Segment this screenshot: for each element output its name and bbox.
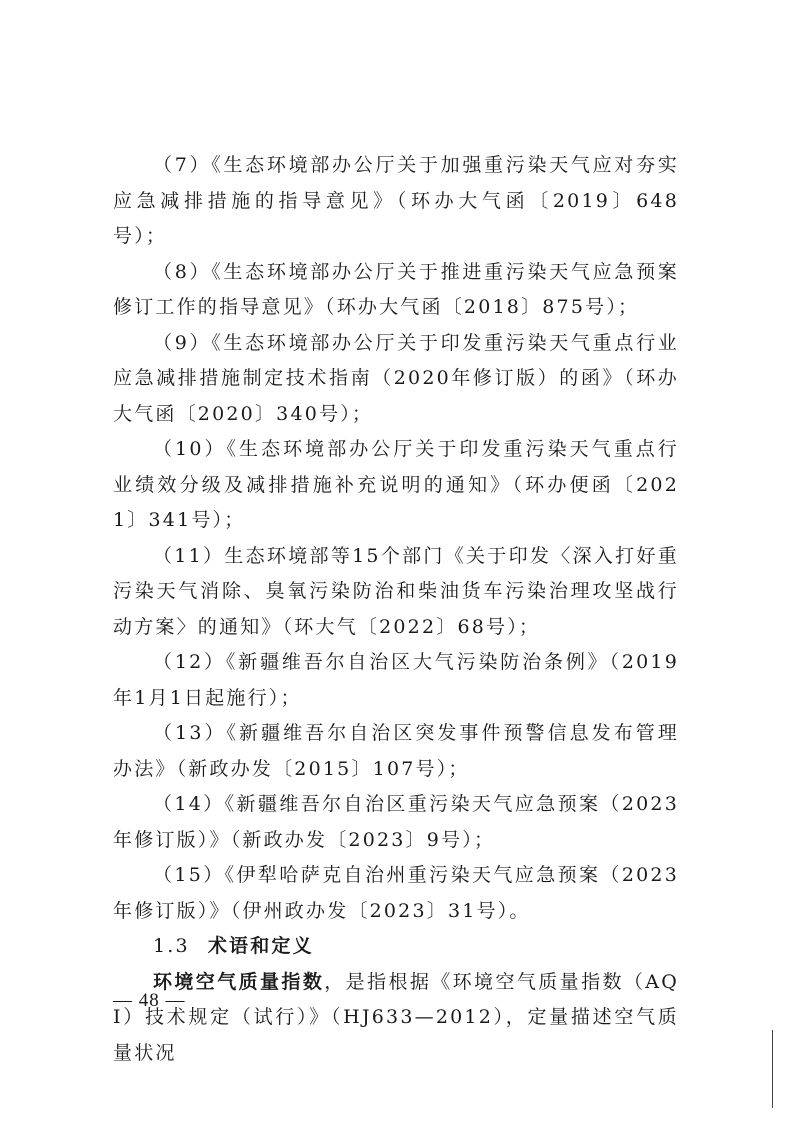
reference-item-11: （11）生态环境部等15个部门《关于印发〈深入打好重污染天气消除、臭氧污染防治和柴油货车污染治理攻坚战行动方案〉的通知》（环大气〔2022〕68号）；: [113, 544, 679, 638]
reference-item-13: （13）《新疆维吾尔自治区突发事件预警信息发布管理办法》（新政办发〔2015〕107号）；: [113, 722, 679, 780]
section-heading: [113, 929, 679, 965]
page-number: — 48 —: [113, 990, 186, 1011]
section-number: 1.3: [153, 935, 190, 957]
reference-item-15: （15）《伊犁哈萨克自治州重污染天气应急预案（2023年修订版）》（伊州政办发〔2023〕31号）。: [113, 864, 679, 922]
reference-item-10: （10）《生态环境部办公厅关于印发重污染天气重点行业绩效分级及减排措施补充说明的通知》（环办便函〔2021〕341号）；: [113, 438, 679, 531]
definition-text: ，是指根据《环境空气质量指数（AQI）技术规定（试行）》（HJ633—2012），定量描述空气质量状况: [113, 970, 679, 1064]
reference-item-7: （7）《生态环境部办公厅关于加强重污染天气应对夯实应急减排措施的指导意见》（环办大气函〔2019〕648号）；: [113, 154, 679, 247]
document-body: [113, 148, 679, 1071]
reference-item-8: （8）《生态环境部办公厅关于推进重污染天气应急预案修订工作的指导意见》（环办大气函〔2018〕875号）；: [113, 260, 679, 318]
reference-item-14: （14）《新疆维吾尔自治区重污染天气应急预案（2023年修订版）》（新政办发〔2023〕9号）；: [113, 793, 679, 851]
definition-paragraph: [113, 965, 679, 1072]
margin-rule: [772, 1030, 773, 1108]
section-title: 术语和定义: [207, 935, 314, 957]
defined-term: 环境空气质量指数: [153, 970, 325, 993]
reference-item-12: （12）《新疆维吾尔自治区大气污染防治条例》（2019年1月1日起施行）；: [113, 651, 679, 709]
reference-item-9: （9）《生态环境部办公厅关于印发重污染天气重点行业应急减排措施制定技术指南（2020年修订版）的函》（环办大气函〔2020〕340号）；: [113, 331, 679, 425]
